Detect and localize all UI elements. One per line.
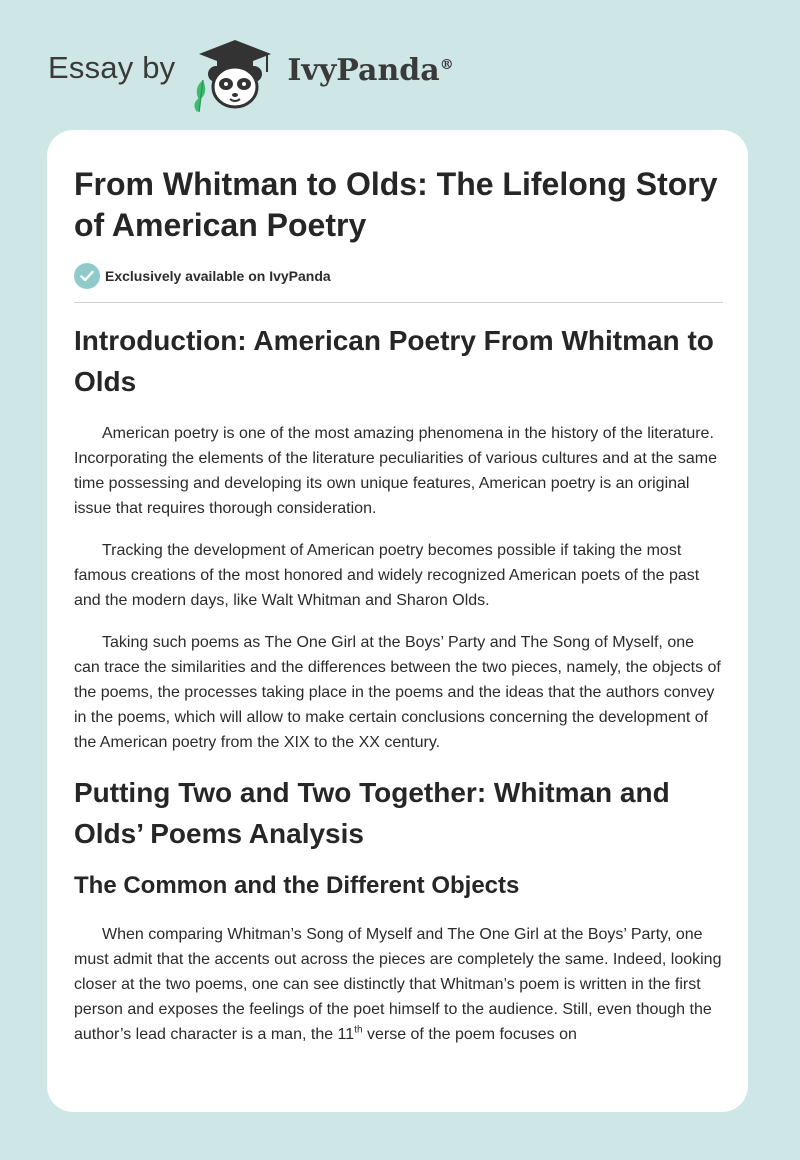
analysis-heading: Putting Two and Two Together: Whitman and Olds’ Poems Analysis: [74, 777, 670, 849]
ivypanda-logo-icon: [189, 32, 281, 112]
brand-header: [48, 32, 454, 112]
objects-heading: The Common and the Different Objects: [74, 872, 520, 899]
exclusive-badge-text: Exclusively available on IvyPanda: [105, 268, 331, 284]
intro-paragraph-3: Taking such poems as The One Girl at the Boys’ Party and The Song of Myself, one can trace the similarities and the differences between the two pieces, namely, the objects of the poems, the processes taking place in the poems and the ideas that the authors convey in the poems, which will allow to make certain conclusions concerning the development of the American poetry from the XIX to the XX century.: [74, 634, 721, 751]
intro-heading: Introduction: American Poetry From Whitman to Olds: [74, 325, 714, 397]
check-circle-icon: [74, 263, 100, 289]
divider: [74, 302, 723, 303]
ivypanda-wordmark: IvyPanda®: [287, 52, 454, 88]
exclusive-badge: [74, 263, 331, 289]
intro-paragraph-1: American poetry is one of the most amazing phenomena in the history of the literature. Incorporating the elements of the literature peculiarities of various cultures and at the same time possessing and developing its own unique features, American poetry is an original issue that requires thorough consideration.: [74, 425, 718, 517]
article-card: [47, 130, 748, 1112]
essay-by-label: Essay by: [48, 50, 176, 85]
article-body: [74, 320, 723, 1064]
objects-paragraph-1: When comparing Whitman’s Song of Myself and The One Girl at the Boys’ Party, one must admit that the accents out across the pieces are completely the same. Indeed, looking closer at the two poems, one can see distinctly that Whitman’s poem is written in the first person and exposes the feelings of the poet himself to the audience. Still, even though the author’s lead character is a man, the 11th verse of the poem focuses on: [74, 926, 722, 1043]
intro-paragraph-2: Tracking the development of American poetry becomes possible if taking the most famous creations of the most honored and widely recognized American poets of the past and the modern days, like Walt Whitman and Sharon Olds.: [74, 542, 700, 609]
article-title: From Whitman to Olds: The Lifelong Story of American Poetry: [74, 166, 718, 243]
